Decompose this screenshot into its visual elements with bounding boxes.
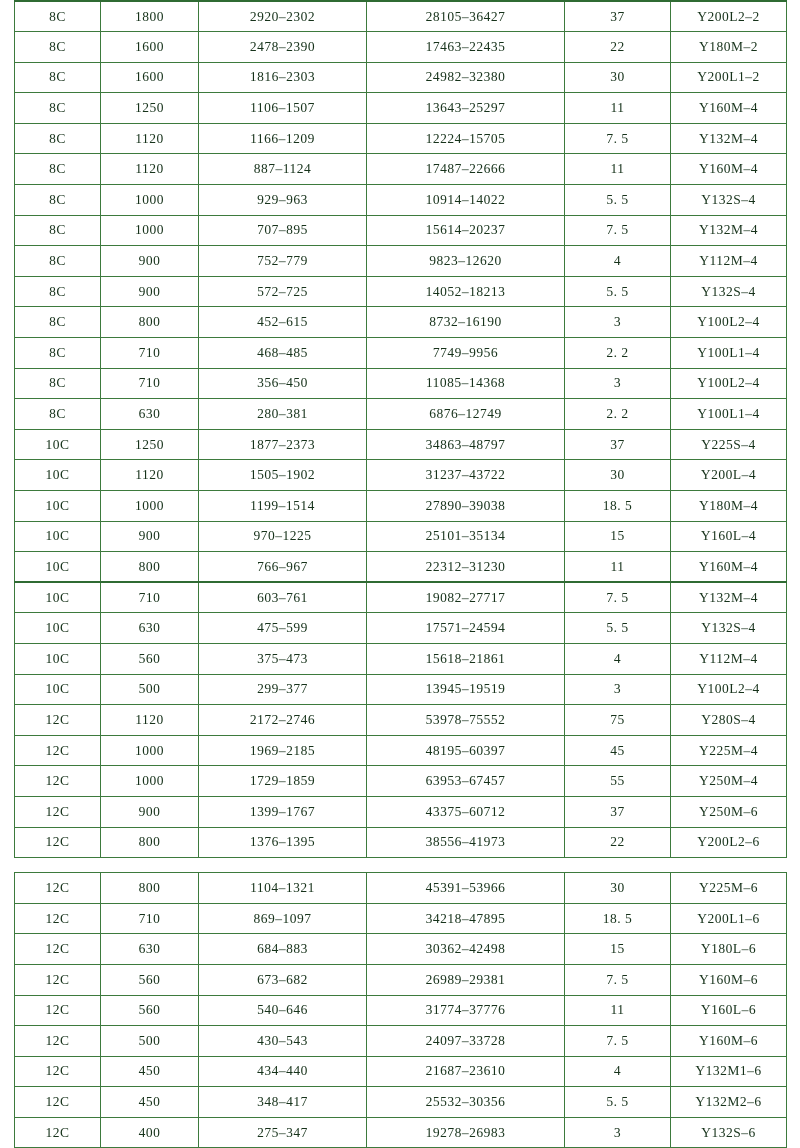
cell-power: 18. 5 [565,903,671,934]
cell-speed: 800 [101,552,199,583]
table-section-gap [14,858,786,872]
cell-model: Y225M–4 [671,735,787,766]
cell-poles: 10C [15,643,101,674]
cell-model: Y280S–4 [671,705,787,736]
cell-power: 11 [565,154,671,185]
cell-current: 43375–60712 [367,796,565,827]
cell-poles: 8C [15,215,101,246]
cell-poles: 12C [15,903,101,934]
cell-torque: 1166–1209 [199,123,367,154]
table-row [15,934,787,965]
cell-poles: 10C [15,674,101,705]
cell-torque: 707–895 [199,215,367,246]
cell-current: 31774–37776 [367,995,565,1026]
cell-speed: 1250 [101,429,199,460]
cell-poles: 12C [15,1117,101,1148]
cell-current: 53978–75552 [367,705,565,736]
cell-speed: 560 [101,643,199,674]
cell-model: Y100L2–4 [671,674,787,705]
cell-torque: 1104–1321 [199,873,367,904]
cell-current: 63953–67457 [367,766,565,797]
cell-model: Y200L2–2 [671,1,787,32]
cell-torque: 280–381 [199,399,367,430]
cell-model: Y200L2–6 [671,827,787,858]
cell-poles: 12C [15,964,101,995]
cell-speed: 800 [101,873,199,904]
table-row [15,796,787,827]
cell-poles: 8C [15,307,101,338]
table-row [15,521,787,552]
cell-poles: 8C [15,62,101,93]
cell-speed: 630 [101,613,199,644]
cell-model: Y132M2–6 [671,1087,787,1118]
cell-power: 7. 5 [565,123,671,154]
cell-poles: 12C [15,796,101,827]
cell-model: Y132S–4 [671,613,787,644]
cell-poles: 8C [15,246,101,277]
cell-power: 5. 5 [565,613,671,644]
cell-model: Y180M–2 [671,32,787,63]
cell-power: 45 [565,735,671,766]
table-row [15,735,787,766]
cell-model: Y160L–6 [671,995,787,1026]
cell-power: 3 [565,307,671,338]
cell-power: 30 [565,62,671,93]
cell-torque: 1106–1507 [199,93,367,124]
cell-speed: 800 [101,307,199,338]
cell-power: 11 [565,552,671,583]
cell-model: Y180L–6 [671,934,787,965]
cell-poles: 10C [15,460,101,491]
cell-speed: 400 [101,1117,199,1148]
cell-model: Y132M–4 [671,582,787,613]
cell-poles: 10C [15,552,101,583]
cell-torque: 1505–1902 [199,460,367,491]
cell-current: 30362–42498 [367,934,565,965]
table-row [15,246,787,277]
cell-power: 15 [565,934,671,965]
table-row [15,1087,787,1118]
cell-power: 4 [565,1056,671,1087]
cell-poles: 12C [15,705,101,736]
cell-current: 13945–19519 [367,674,565,705]
cell-torque: 1877–2373 [199,429,367,460]
cell-current: 15618–21861 [367,643,565,674]
cell-torque: 2478–2390 [199,32,367,63]
cell-model: Y225S–4 [671,429,787,460]
cell-model: Y112M–4 [671,643,787,674]
cell-current: 8732–16190 [367,307,565,338]
cell-speed: 560 [101,964,199,995]
cell-speed: 1250 [101,93,199,124]
cell-speed: 1120 [101,705,199,736]
cell-current: 12224–15705 [367,123,565,154]
cell-model: Y100L1–4 [671,399,787,430]
cell-power: 37 [565,429,671,460]
cell-model: Y225M–6 [671,873,787,904]
table-row [15,215,787,246]
cell-current: 22312–31230 [367,552,565,583]
cell-model: Y132M1–6 [671,1056,787,1087]
cell-current: 21687–23610 [367,1056,565,1087]
cell-current: 34218–47895 [367,903,565,934]
table-row [15,674,787,705]
table-row [15,123,787,154]
cell-speed: 1000 [101,735,199,766]
cell-power: 7. 5 [565,582,671,613]
table-row [15,62,787,93]
cell-poles: 10C [15,429,101,460]
cell-power: 3 [565,1117,671,1148]
table-row [15,185,787,216]
cell-poles: 12C [15,934,101,965]
cell-model: Y132S–4 [671,276,787,307]
cell-torque: 430–543 [199,1026,367,1057]
cell-torque: 348–417 [199,1087,367,1118]
cell-speed: 500 [101,1026,199,1057]
cell-poles: 12C [15,873,101,904]
cell-power: 4 [565,246,671,277]
cell-model: Y160M–4 [671,93,787,124]
cell-current: 48195–60397 [367,735,565,766]
cell-model: Y132M–4 [671,123,787,154]
cell-power: 3 [565,674,671,705]
cell-current: 26989–29381 [367,964,565,995]
cell-speed: 900 [101,796,199,827]
cell-torque: 673–682 [199,964,367,995]
table-row [15,1,787,32]
cell-torque: 434–440 [199,1056,367,1087]
cell-power: 7. 5 [565,215,671,246]
cell-torque: 766–967 [199,552,367,583]
cell-current: 34863–48797 [367,429,565,460]
cell-torque: 752–779 [199,246,367,277]
cell-current: 7749–9956 [367,338,565,369]
cell-speed: 450 [101,1087,199,1118]
cell-power: 5. 5 [565,276,671,307]
table-row [15,32,787,63]
cell-speed: 560 [101,995,199,1026]
cell-model: Y100L1–4 [671,338,787,369]
cell-speed: 630 [101,399,199,430]
cell-current: 24097–33728 [367,1026,565,1057]
cell-current: 17571–24594 [367,613,565,644]
cell-torque: 475–599 [199,613,367,644]
cell-torque: 684–883 [199,934,367,965]
cell-torque: 2920–2302 [199,1,367,32]
cell-power: 11 [565,995,671,1026]
cell-torque: 2172–2746 [199,705,367,736]
cell-torque: 869–1097 [199,903,367,934]
table-row [15,552,787,583]
cell-power: 2. 2 [565,338,671,369]
cell-torque: 1399–1767 [199,796,367,827]
cell-power: 18. 5 [565,491,671,522]
table-row [15,154,787,185]
cell-current: 24982–32380 [367,62,565,93]
cell-torque: 1729–1859 [199,766,367,797]
cell-model: Y200L1–6 [671,903,787,934]
cell-power: 30 [565,873,671,904]
cell-speed: 1120 [101,460,199,491]
cell-model: Y132M–4 [671,215,787,246]
cell-current: 28105–36427 [367,1,565,32]
cell-power: 55 [565,766,671,797]
cell-power: 4 [565,643,671,674]
cell-current: 11085–14368 [367,368,565,399]
cell-power: 5. 5 [565,1087,671,1118]
cell-current: 25532–30356 [367,1087,565,1118]
cell-model: Y132S–4 [671,185,787,216]
cell-poles: 8C [15,276,101,307]
cell-power: 22 [565,32,671,63]
cell-current: 25101–35134 [367,521,565,552]
cell-current: 17463–22435 [367,32,565,63]
cell-poles: 12C [15,827,101,858]
cell-model: Y160M–4 [671,552,787,583]
cell-speed: 710 [101,338,199,369]
cell-model: Y180M–4 [671,491,787,522]
cell-power: 11 [565,93,671,124]
cell-poles: 12C [15,1056,101,1087]
table-row [15,873,787,904]
table-row [15,368,787,399]
cell-torque: 275–347 [199,1117,367,1148]
cell-model: Y132S–6 [671,1117,787,1148]
cell-poles: 8C [15,185,101,216]
cell-torque: 356–450 [199,368,367,399]
cell-power: 30 [565,460,671,491]
cell-model: Y200L–4 [671,460,787,491]
cell-speed: 710 [101,368,199,399]
cell-current: 19082–27717 [367,582,565,613]
cell-current: 14052–18213 [367,276,565,307]
cell-speed: 1000 [101,491,199,522]
table-row [15,276,787,307]
cell-power: 22 [565,827,671,858]
cell-speed: 900 [101,521,199,552]
cell-torque: 1199–1514 [199,491,367,522]
table-row [15,307,787,338]
cell-model: Y160M–6 [671,1026,787,1057]
cell-poles: 10C [15,582,101,613]
table-row [15,964,787,995]
cell-power: 7. 5 [565,964,671,995]
cell-torque: 468–485 [199,338,367,369]
cell-torque: 970–1225 [199,521,367,552]
cell-current: 31237–43722 [367,460,565,491]
cell-speed: 500 [101,674,199,705]
cell-speed: 800 [101,827,199,858]
cell-poles: 10C [15,521,101,552]
cell-power: 2. 2 [565,399,671,430]
table-row [15,1056,787,1087]
cell-speed: 1000 [101,766,199,797]
cell-poles: 8C [15,93,101,124]
cell-torque: 572–725 [199,276,367,307]
cell-poles: 8C [15,154,101,185]
table-row [15,491,787,522]
cell-speed: 450 [101,1056,199,1087]
cell-speed: 1000 [101,215,199,246]
cell-current: 15614–20237 [367,215,565,246]
cell-current: 19278–26983 [367,1117,565,1148]
cell-speed: 1000 [101,185,199,216]
table-row [15,903,787,934]
cell-torque: 540–646 [199,995,367,1026]
table-row [15,766,787,797]
cell-model: Y250M–4 [671,766,787,797]
cell-poles: 12C [15,1087,101,1118]
spec-table-body-two [15,873,787,1148]
cell-model: Y112M–4 [671,246,787,277]
cell-speed: 1120 [101,154,199,185]
cell-power: 37 [565,796,671,827]
table-row [15,1117,787,1148]
cell-poles: 8C [15,123,101,154]
cell-speed: 710 [101,582,199,613]
cell-poles: 12C [15,735,101,766]
table-row [15,93,787,124]
table-row [15,705,787,736]
table-row [15,429,787,460]
cell-model: Y160L–4 [671,521,787,552]
spec-table-part-two [14,872,787,1148]
cell-torque: 375–473 [199,643,367,674]
cell-current: 45391–53966 [367,873,565,904]
cell-poles: 8C [15,32,101,63]
cell-model: Y100L2–4 [671,368,787,399]
cell-power: 3 [565,368,671,399]
cell-poles: 8C [15,1,101,32]
spec-table-part-one [14,0,787,858]
cell-poles: 10C [15,491,101,522]
cell-torque: 929–963 [199,185,367,216]
table-row [15,827,787,858]
cell-current: 10914–14022 [367,185,565,216]
cell-speed: 1600 [101,32,199,63]
cell-speed: 710 [101,903,199,934]
cell-torque: 887–1124 [199,154,367,185]
cell-speed: 1120 [101,123,199,154]
cell-poles: 8C [15,368,101,399]
cell-current: 17487–22666 [367,154,565,185]
cell-poles: 8C [15,338,101,369]
cell-poles: 10C [15,613,101,644]
cell-torque: 299–377 [199,674,367,705]
cell-model: Y160M–6 [671,964,787,995]
cell-torque: 1376–1395 [199,827,367,858]
cell-poles: 12C [15,1026,101,1057]
spec-table-body-one [15,1,787,858]
cell-model: Y200L1–2 [671,62,787,93]
cell-model: Y250M–6 [671,796,787,827]
table-row [15,1026,787,1057]
cell-current: 27890–39038 [367,491,565,522]
cell-torque: 1816–2303 [199,62,367,93]
table-row [15,460,787,491]
cell-poles: 12C [15,995,101,1026]
cell-model: Y160M–4 [671,154,787,185]
cell-torque: 603–761 [199,582,367,613]
cell-speed: 900 [101,276,199,307]
cell-current: 13643–25297 [367,93,565,124]
cell-speed: 1600 [101,62,199,93]
cell-speed: 900 [101,246,199,277]
cell-power: 75 [565,705,671,736]
table-row [15,338,787,369]
cell-power: 15 [565,521,671,552]
cell-current: 38556–41973 [367,827,565,858]
cell-model: Y100L2–4 [671,307,787,338]
cell-poles: 8C [15,399,101,430]
cell-speed: 1800 [101,1,199,32]
cell-torque: 452–615 [199,307,367,338]
table-row [15,643,787,674]
cell-speed: 630 [101,934,199,965]
table-row [15,399,787,430]
table-row [15,613,787,644]
cell-power: 5. 5 [565,185,671,216]
cell-poles: 12C [15,766,101,797]
cell-torque: 1969–2185 [199,735,367,766]
cell-current: 6876–12749 [367,399,565,430]
cell-power: 7. 5 [565,1026,671,1057]
cell-current: 9823–12620 [367,246,565,277]
cell-power: 37 [565,1,671,32]
table-row [15,582,787,613]
table-row [15,995,787,1026]
